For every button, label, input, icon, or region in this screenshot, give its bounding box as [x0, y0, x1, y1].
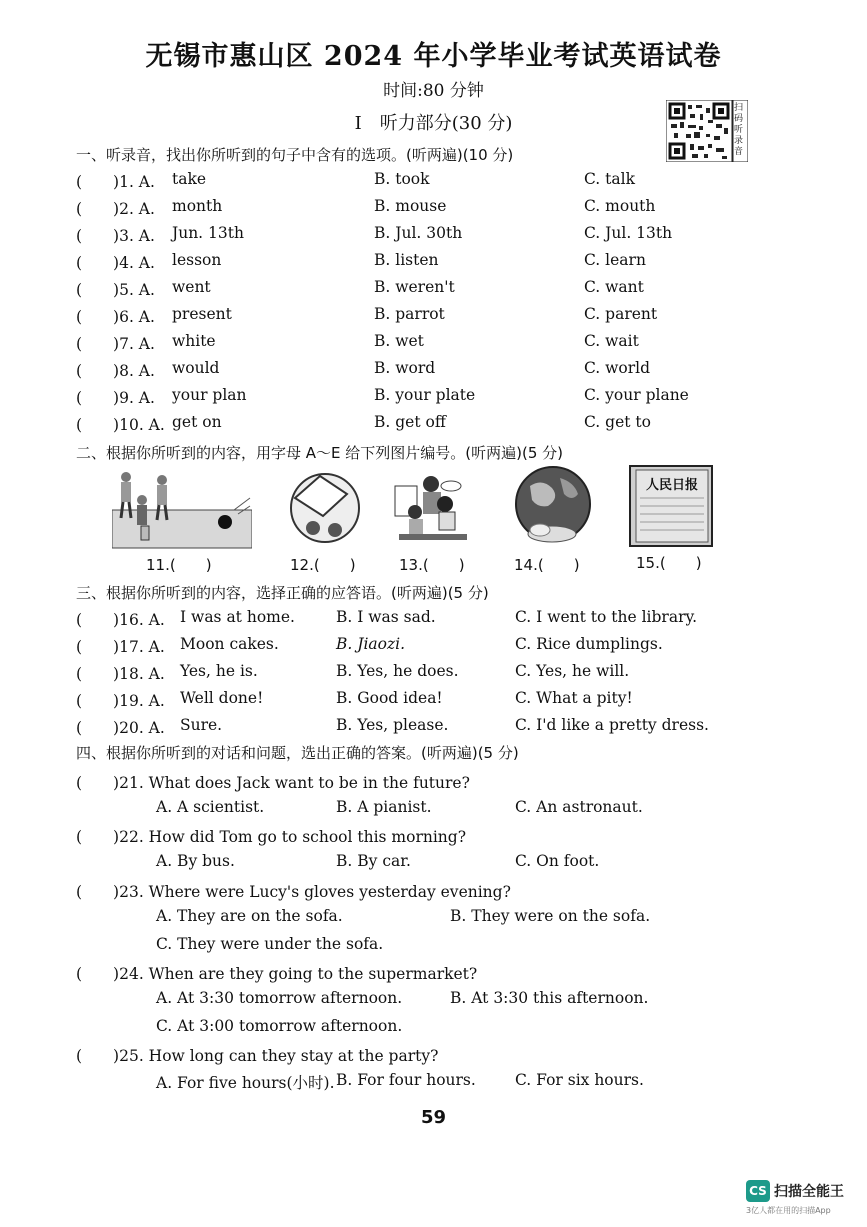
part-heading: Ⅰ 听力部分(30 分)	[354, 113, 513, 134]
section3-heading: 三、根据你所听到的内容，选择正确的应答语。(听两遍)(5 分)	[76, 584, 489, 602]
option-a: Moon cakes.	[180, 635, 279, 653]
option-b: B. A pianist.	[336, 798, 432, 816]
option-b: B. For four hours.	[336, 1071, 476, 1089]
question-text: ( )21. What does Jack want to be in the future?	[76, 774, 470, 792]
question-number: ( )19. A.	[76, 692, 165, 710]
picture-13	[393, 466, 473, 548]
option-a: get on	[172, 413, 222, 431]
picture-12	[285, 468, 365, 548]
option-b: B. took	[374, 170, 430, 188]
question-number: ( )2. A.	[76, 200, 155, 218]
question-row	[0, 170, 867, 196]
question-number: ( )8. A.	[76, 362, 155, 380]
option-c: C. wait	[584, 332, 639, 350]
option-c: C. want	[584, 278, 644, 296]
option-a: take	[172, 170, 207, 188]
question-23	[0, 880, 867, 906]
option-a: your plan	[172, 386, 247, 404]
picture-11	[112, 470, 252, 550]
scanner-name: 扫描全能王	[774, 1184, 844, 1200]
exam-title: 无锡市惠山区 2024 年小学毕业考试英语试卷	[145, 41, 722, 72]
question-row	[0, 689, 867, 715]
question-number: ( )10. A.	[76, 416, 165, 434]
option-c: C. mouth	[584, 197, 656, 215]
option-c: C. parent	[584, 305, 658, 323]
question-row	[0, 386, 867, 412]
option-a: lesson	[172, 251, 222, 269]
picture-label-12: 12.( )	[290, 556, 356, 574]
picture-15	[628, 464, 714, 548]
qr-caption: 扫码听录音	[734, 103, 744, 157]
option-b: B. weren't	[374, 278, 455, 296]
option-a: Yes, he is.	[180, 662, 258, 680]
option-b: B. Yes, please.	[336, 716, 449, 734]
option-b: B. They were on the sofa.	[450, 907, 651, 925]
question-number: ( )1. A.	[76, 173, 155, 191]
option-c: C. An astronaut.	[515, 798, 643, 816]
qr-code[interactable]	[666, 100, 748, 162]
option-b: B. At 3:30 this afternoon.	[450, 989, 649, 1007]
question-21-options	[0, 798, 867, 824]
option-b: B. wet	[374, 332, 424, 350]
option-a: A. For five hours(小时).	[156, 1074, 335, 1092]
question-25-options	[0, 1071, 867, 1097]
question-25	[0, 1044, 867, 1070]
question-text: ( )24. When are they going to the supermarket?	[76, 965, 478, 983]
question-row	[0, 413, 867, 439]
question-23-options	[0, 907, 867, 933]
newspaper-masthead: 人民日报	[646, 478, 699, 493]
option-c: C. I went to the library.	[515, 608, 698, 626]
option-a: Jun. 13th	[172, 224, 244, 242]
picture-label-15: 15.( )	[636, 554, 702, 572]
option-a: I was at home.	[180, 608, 295, 626]
option-a: month	[172, 197, 223, 215]
scanner-watermark	[746, 1180, 861, 1220]
option-c: C. For six hours.	[515, 1071, 644, 1089]
question-number: ( )17. A.	[76, 638, 165, 656]
question-24-options	[0, 989, 867, 1015]
picture-14	[512, 464, 594, 548]
option-b: B. your plate	[374, 386, 476, 404]
option-b: B. word	[374, 359, 436, 377]
question-21	[0, 771, 867, 797]
option-b: B. mouse	[374, 197, 447, 215]
question-text: ( )23. Where were Lucy's gloves yesterday evening?	[76, 883, 511, 901]
picture-label-14: 14.( )	[514, 556, 580, 574]
section1-heading: 一、听录音，找出你所听到的句子中含有的选项。(听两遍)(10 分)	[76, 146, 514, 164]
question-row	[0, 359, 867, 385]
question-row	[0, 662, 867, 688]
question-number: ( )5. A.	[76, 281, 155, 299]
option-a: A. They are on the sofa.	[156, 907, 343, 925]
section4-heading: 四、根据你所听到的对话和问题，选出正确的答案。(听两遍)(5 分)	[76, 744, 519, 762]
picture-label-13: 13.( )	[399, 556, 465, 574]
option-b: B. Good idea!	[336, 689, 443, 707]
option-a: present	[172, 305, 232, 323]
option-a: would	[172, 359, 220, 377]
question-row	[0, 635, 867, 661]
option-c: C. talk	[584, 170, 635, 188]
question-22-options	[0, 852, 867, 878]
option-c: C. world	[584, 359, 651, 377]
question-row	[0, 197, 867, 223]
option-b: B. Yes, he does.	[336, 662, 459, 680]
question-row	[0, 224, 867, 250]
option-b: B. Jul. 30th	[374, 224, 463, 242]
question-row	[0, 251, 867, 277]
option-b: B. Jiaozi.	[336, 635, 406, 653]
option-b: B. listen	[374, 251, 439, 269]
option-a: A. A scientist.	[156, 798, 265, 816]
option-c: C. your plane	[584, 386, 689, 404]
question-row	[0, 716, 867, 742]
option-c: C. learn	[584, 251, 646, 269]
section2-heading: 二、根据你所听到的内容，用字母 A～E 给下列图片编号。(听两遍)(5 分)	[76, 444, 563, 462]
question-number: ( )18. A.	[76, 665, 165, 683]
option-c: C. On foot.	[515, 852, 600, 870]
option-c: C. get to	[584, 413, 651, 431]
question-row	[0, 278, 867, 304]
question-text: ( )25. How long can they stay at the party?	[76, 1047, 439, 1065]
option-a: Well done!	[180, 689, 264, 707]
scanner-tagline: 3亿人都在用的扫描App	[746, 1206, 831, 1215]
question-number: ( )6. A.	[76, 308, 155, 326]
option-a: A. At 3:30 tomorrow afternoon.	[156, 989, 403, 1007]
option-c: C. What a pity!	[515, 689, 633, 707]
option-c: C. At 3:00 tomorrow afternoon.	[156, 1017, 403, 1035]
option-c: C. Jul. 13th	[584, 224, 673, 242]
option-a: A. By bus.	[156, 852, 235, 870]
option-b: B. get off	[374, 413, 446, 431]
option-b: B. parrot	[374, 305, 445, 323]
question-number: ( )16. A.	[76, 611, 165, 629]
question-row	[0, 305, 867, 331]
question-number: ( )4. A.	[76, 254, 155, 272]
picture-label-11: 11.( )	[146, 556, 212, 574]
question-24-option-c-row	[0, 1017, 867, 1043]
option-c: C. Yes, he will.	[515, 662, 630, 680]
option-c: C. Rice dumplings.	[515, 635, 663, 653]
option-a: Sure.	[180, 716, 223, 734]
exam-time: 时间:80 分钟	[383, 81, 484, 101]
option-b: B. I was sad.	[336, 608, 436, 626]
question-number: ( )9. A.	[76, 389, 155, 407]
option-a: white	[172, 332, 216, 350]
option-a: went	[172, 278, 211, 296]
page-number: 59	[420, 1107, 447, 1128]
option-b: B. By car.	[336, 852, 411, 870]
question-row	[0, 332, 867, 358]
question-number: ( )7. A.	[76, 335, 155, 353]
question-23-option-c-row	[0, 935, 867, 961]
question-number: ( )20. A.	[76, 719, 165, 737]
question-24	[0, 962, 867, 988]
question-22	[0, 825, 867, 851]
question-number: ( )3. A.	[76, 227, 155, 245]
option-c: C. I'd like a pretty dress.	[515, 716, 709, 734]
scanner-logo-icon: CS	[746, 1180, 770, 1202]
option-c: C. They were under the sofa.	[156, 935, 384, 953]
question-text: ( )22. How did Tom go to school this morning?	[76, 828, 467, 846]
question-row	[0, 608, 867, 634]
